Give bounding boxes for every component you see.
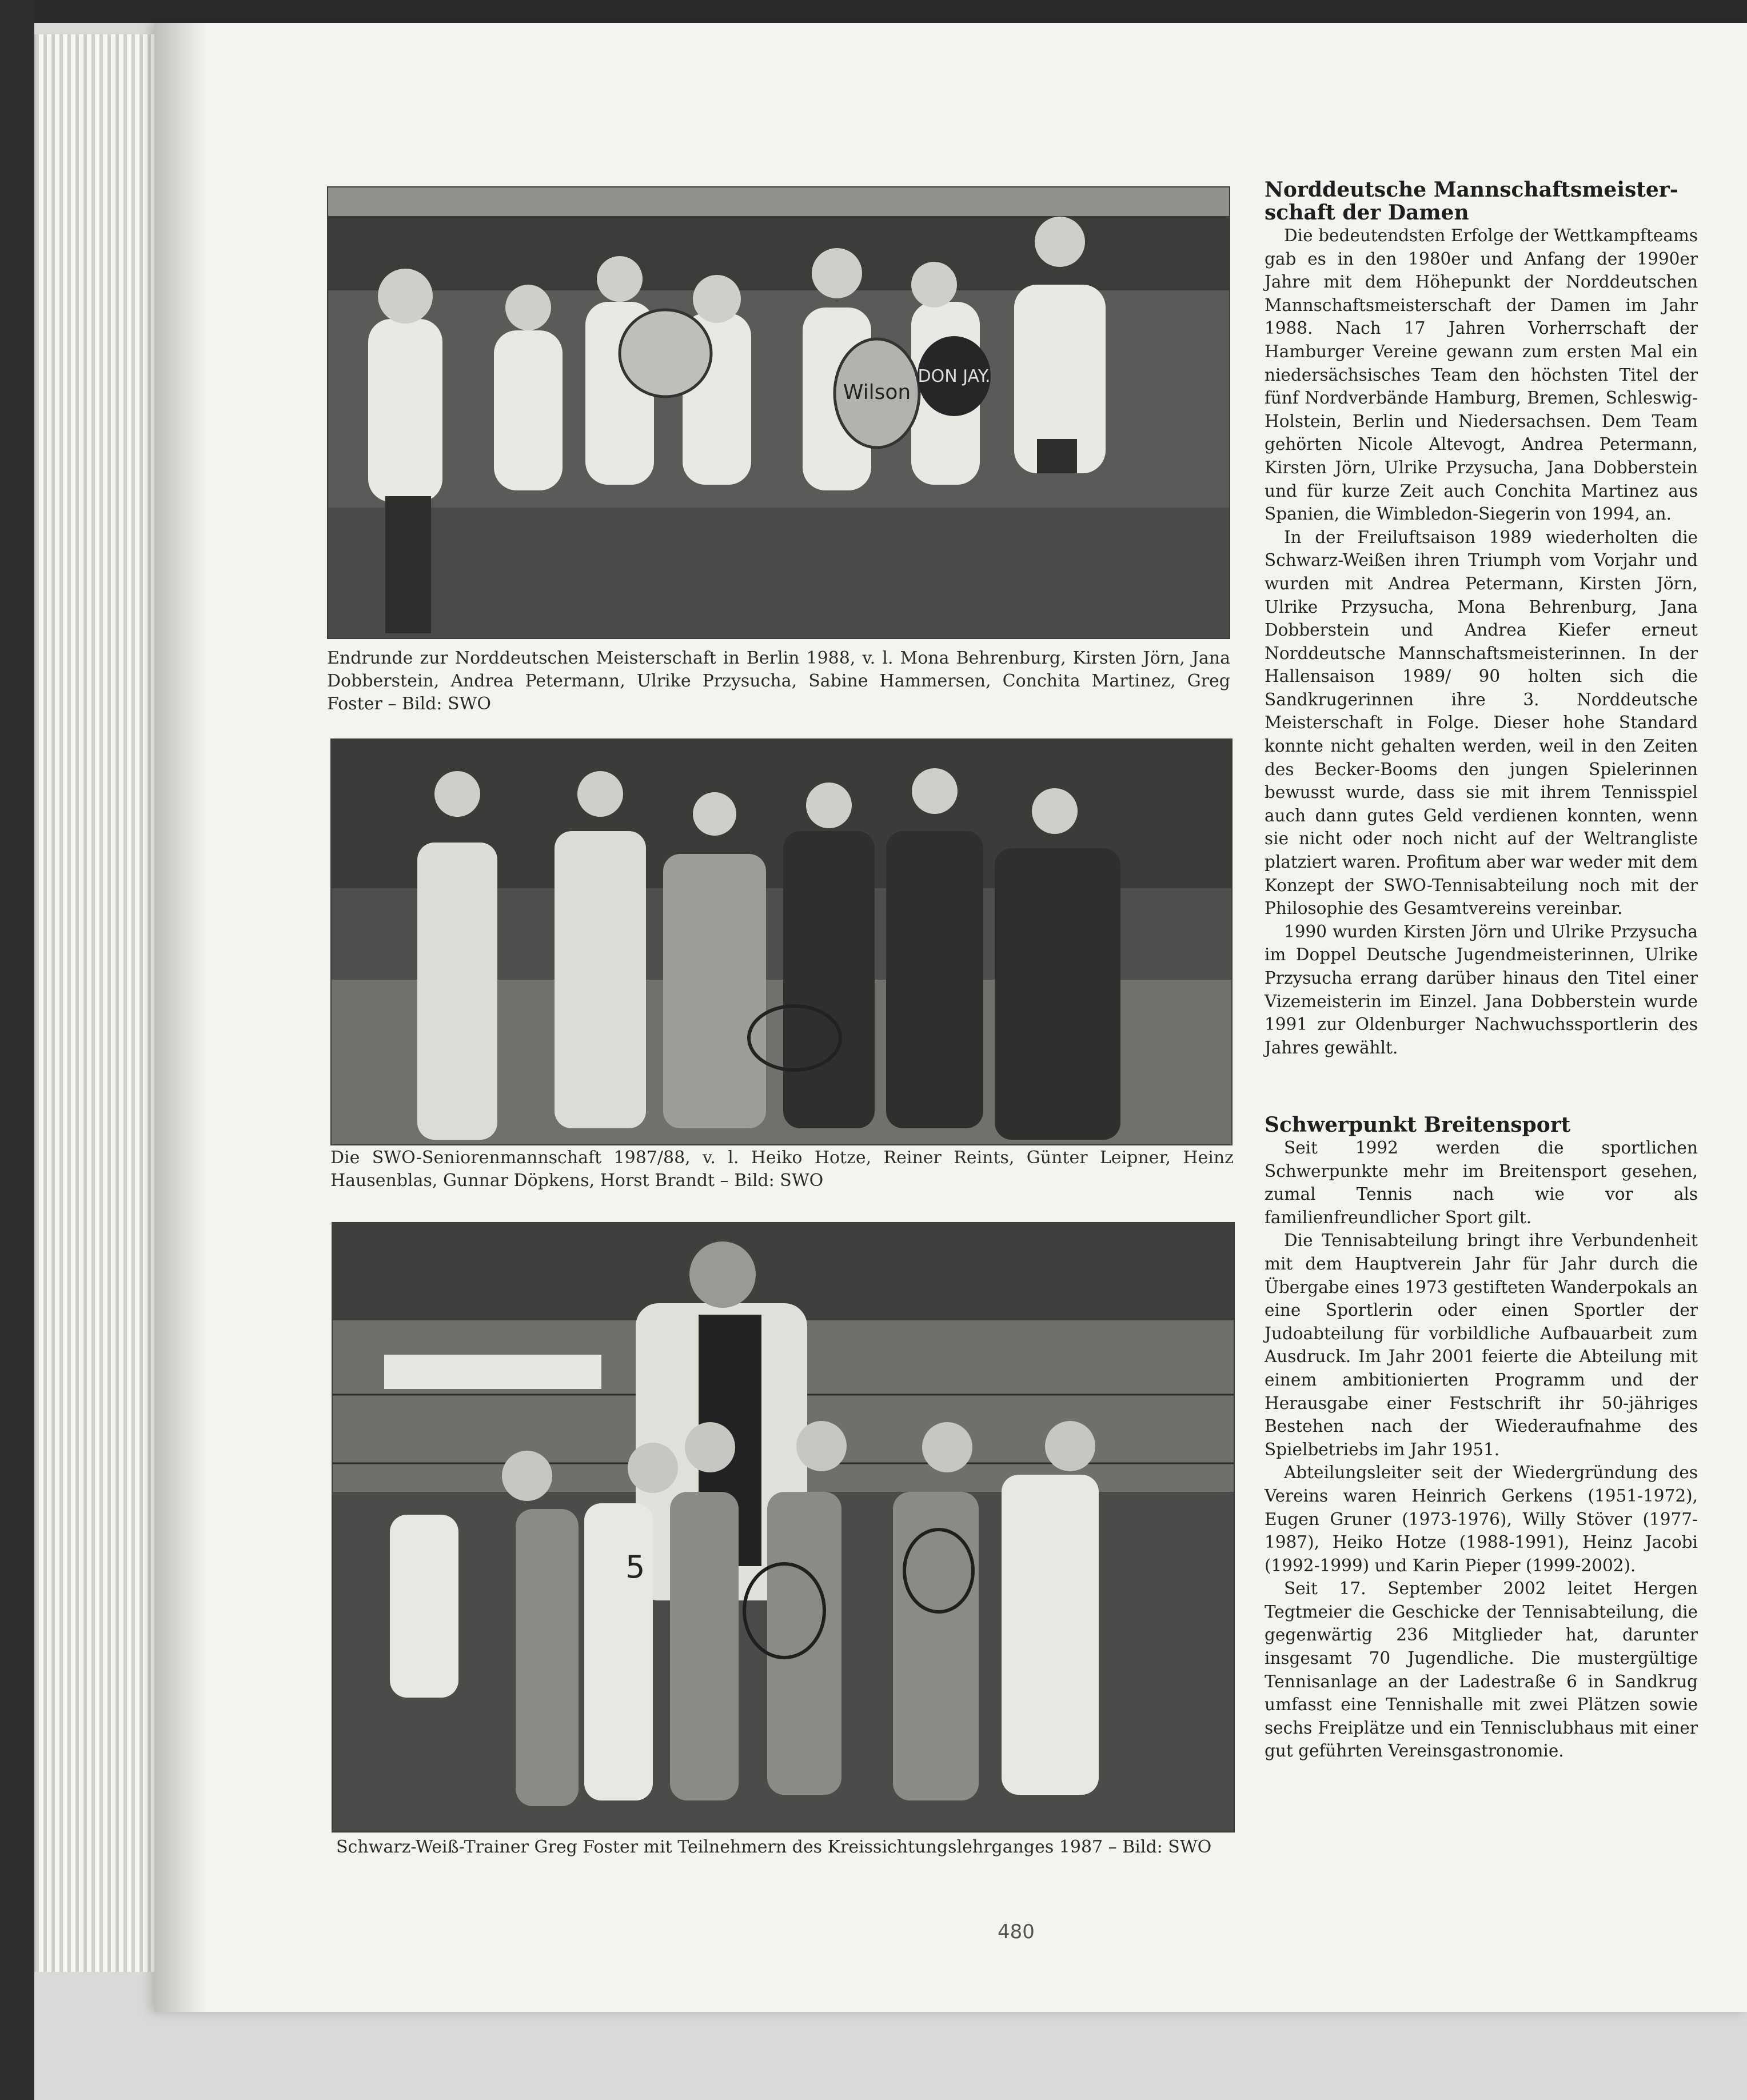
photo-youth-camp-1987-image: [333, 1223, 1234, 1831]
photo-team-berlin-1988: [327, 186, 1230, 639]
donjay-racket-label: DON JAY.: [918, 366, 991, 386]
photo-senior-team-1987-image: [332, 740, 1231, 1144]
article-paragraph: Seit 1992 werden die sportlichen Schwerpunkte mehr im Breitensport gesehen, zumal Tennis nach wie vor als familienfreundlicher Sport gilt.: [1265, 1138, 1698, 1227]
photo-team-berlin-1988-image: [328, 187, 1229, 638]
scan-background-top: [0, 0, 1747, 23]
page-number: 480: [998, 1921, 1035, 1943]
article-paragraph: Die Tennisabteilung bringt ihre Verbundenheit mit dem Hauptverein Jahr für Jahr durch die Übergabe eines 1973 gestifteten Wanderpokals an eine Sportlerin oder einen Sportler der Judoabteilung für vorbildliche Aufbauarbeit zum Ausdruck. Im Jahr 2001 feierte die Abteilung mit einem ambitionierten Programm und der Herausgabe einer Festschrift ihr 50-jähriges Bestehen nach der Wiederaufnahme des Spielbetriebs im Jahr 1951.: [1265, 1231, 1698, 1459]
photo-caption-3: Schwarz-Weiß-Trainer Greg Foster mit Teilnehmern des Kreissichtungslehrganges 1987 – Bild: SWO: [336, 1837, 1212, 1857]
photo-caption-1: Endrunde zur Norddeutschen Meisterschaft in Berlin 1988, v. l. Mona Behrenburg, Kirsten Jörn, Jana Dobberstein, Andrea Petermann, Ulrike Przysucha, Sabine Hammersen, Conchita Martinez, Greg Foster – Bild: SWO: [327, 648, 1230, 714]
article-paragraph: In der Freiluftsaison 1989 wiederholten die Schwarz-Weißen ihren Triumph vom Vorjahr und wurden mit Andrea Petermann, Kirsten Jörn, Ulrike Przysucha, Mona Behrenburg, Jana Dobberstein und Andrea Kiefer erneut Norddeutsche Mannschaftsmeisterinnen. In der Hallensaison 1989/ 90 holten sich die Sandkrugerinnen ihre 3. Norddeutsche Meisterschaft in Folge. Dieser hohe Standard konnte nicht gehalten werden, weil in den Zeiten des Becker-Booms den jungen Spielerinnen bewusst wurde, dass sie mit ihrem Tennisspiel auch dann gutes Geld verdienen konnten, wenn sie nicht oder noch nicht auf der Weltrangliste platziert waren. Profitum aber war weder mit dem Konzept der SWO-Tennisabteilung noch mit der Philosophie des Gesamtvereins vereinbar.: [1265, 527, 1698, 919]
section-heading-2: Schwerpunkt Breitensport: [1265, 1113, 1571, 1137]
article-paragraph: 1990 wurden Kirsten Jörn und Ulrike Przysucha im Doppel Deutsche Jugendmeisterinnen, Ulrike Przysucha errang darüber hinaus den Titel einer Vizemeisterin im Einzel. Jana Dobberstein wurde 1991 zur Oldenburger Nachwuchssportlerin des Jahres gewählt.: [1265, 921, 1698, 1057]
jersey-number: 5: [625, 1549, 645, 1585]
scan-background-left: [0, 0, 34, 2100]
article-paragraph: Seit 17. September 2002 leitet Hergen Tegtmeier die Geschicke der Tennisabteilung, die gegenwärtig 236 Mitglieder hat, darunter insgesamt 70 Jugendliche. Die mustergültige Tennisanlage an der Ladestraße 6 in Sandkrug umfasst eine Tennishalle mit zwei Plätzen sowie sechs Freiplätze und ein Tennisclubhaus mit einer gut geführten Vereinsgastronomie.: [1265, 1579, 1698, 1761]
article-paragraph: Die bedeutendsten Erfolge der Wettkampfteams gab es in den 1980er und Anfang der 1990er Jahre mit dem Höhepunkt der Norddeutschen Mannschaftsmeisterschaft der Damen im Jahr 1988. Nach 17 Jahren Vorherrschaft der Hamburger Vereine gewann zum ersten Mal ein niedersächsisches Team den höchsten Titel der fünf Nordverbände Hamburg, Bremen, Schleswig-Holstein, Berlin und Niedersachsen. Dem Team gehörten Nicole Altevogt, Andrea Petermann, Kirsten Jörn, Ulrike Przysucha, Jana Dobberstein und für kurze Zeit auch Conchita Martinez aus Spanien, die Wimbledon-Siegerin von 1994, an.: [1265, 226, 1698, 524]
photo-youth-camp-1987: [332, 1222, 1235, 1832]
wilson-racket-label: Wilson: [843, 381, 911, 404]
photo-senior-team-1987: [330, 738, 1233, 1145]
article-column: [1265, 178, 1698, 1059]
photo-caption-2: Die SWO-Seniorenmannschaft 1987/88, v. l. Heiko Hotze, Reiner Reints, Günter Leipner, Heinz Hausenblas, Gunnar Döpkens, Horst Brandt – Bild: SWO: [330, 1148, 1234, 1191]
book-gutter-shadow: [154, 23, 206, 2012]
article-paragraph: Abteilungsleiter seit der Wiedergründung des Vereins waren Heinrich Gerkens (1951-1972), Eugen Gruner (1973-1976), Willy Stöver (1977-1987), Heiko Hotze (1988-1991), Heinz Jacobi (1992-1999) und Karin Pieper (1999-2002).: [1265, 1463, 1698, 1575]
book-page-edges: [34, 34, 167, 1972]
article-column-lower: [1265, 1113, 1698, 1763]
section-heading-1: Norddeutsche Mannschaftsmeisterschaft der Damen: [1265, 178, 1678, 225]
